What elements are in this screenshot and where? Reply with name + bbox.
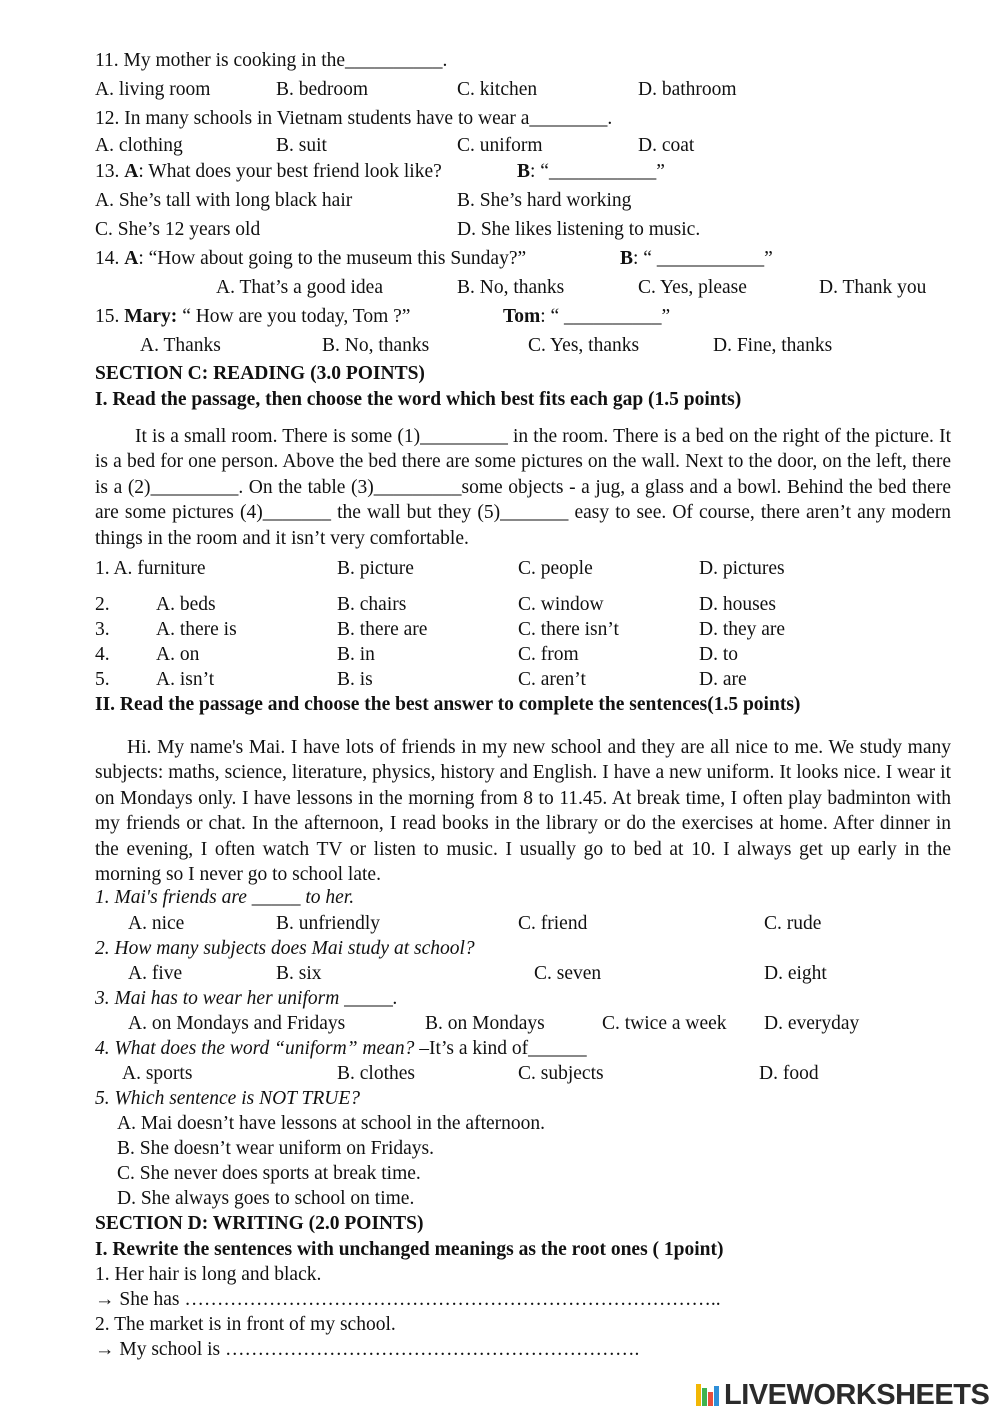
question-number: 14.: [95, 248, 120, 269]
option: B. picture: [337, 558, 414, 579]
option: C. friend: [518, 913, 588, 934]
option: B. suit: [276, 135, 327, 156]
option: B. chairs: [337, 594, 407, 615]
question-number: 12.: [95, 108, 120, 129]
reading-part1-heading: I. Read the passage, then choose the word which best fits each gap (1.5 points): [95, 389, 742, 410]
option: A. nice: [128, 913, 185, 934]
gap-4: _______: [262, 502, 331, 524]
option: C. there isn’t: [518, 619, 619, 640]
comprehension-question-3: 3. Mai has to wear her uniform _____.: [95, 988, 398, 1009]
question-stem: “ How are you today, Tom ?”: [177, 306, 411, 327]
liveworksheets-logo-icon: [696, 1384, 722, 1406]
rewrite-sentence: 1. Her hair is long and black.: [95, 1264, 322, 1285]
option: C. She never does sports at break time.: [117, 1163, 421, 1184]
brand-name: LIVEWORKSHEETS: [724, 1378, 990, 1411]
speaker-label: Mary:: [124, 306, 178, 327]
question-number: 11.: [95, 50, 119, 71]
option: B. on Mondays: [425, 1013, 545, 1034]
option: B. No, thanks: [322, 335, 430, 356]
question-15-reply: [503, 305, 670, 329]
option: B. clothes: [337, 1063, 415, 1084]
option: A. sports: [122, 1063, 193, 1084]
option: D. are: [699, 669, 747, 690]
question-stem: : “How about going to the museum this Sunday?”: [138, 248, 527, 269]
liveworksheets-logo: [696, 1380, 989, 1410]
question-13-reply: [517, 160, 665, 184]
option: B. is: [337, 669, 373, 690]
question-number: 13.: [95, 161, 120, 182]
gap-1: _________: [420, 426, 508, 447]
option: D. coat: [638, 135, 695, 156]
option: B. She’s hard working: [457, 190, 632, 211]
question-stem: My mother is cooking in the__________.: [123, 50, 448, 71]
question-13: [95, 160, 442, 184]
option: A. on: [156, 644, 200, 665]
option: D. eight: [764, 963, 827, 984]
option: A. furniture: [113, 558, 206, 579]
speaker-label: Tom: [503, 306, 541, 327]
option: C. subjects: [518, 1063, 604, 1084]
option: B. in: [337, 644, 375, 665]
option: D. She always goes to school on time.: [117, 1188, 415, 1209]
option: B. there are: [337, 619, 428, 640]
comprehension-question-5: 5. Which sentence is NOT TRUE?: [95, 1088, 361, 1109]
reading-passage-2: Hi. My name's Mai. I have lots of friends in my new school and they are all nice to me. We study many subjects: maths, science, literature, physics, history and English. I have a new uniform. It looks nice. I wear it on Mondays only. I have lessons in the morning from 8 to 11.45. At break time, I often play badminton with my friends or chat. In the afternoon, I read books in the library or do the exercises at home. After dinner in the evening, I often watch TV or listen to music. I usually go to bed at 10. I always get up early in the morning so I never go to school late.: [95, 737, 951, 886]
option: D. they are: [699, 619, 786, 640]
option: C. seven: [534, 963, 602, 984]
speaker-label: B: [620, 248, 634, 269]
option: A. beds: [156, 594, 216, 615]
question-14: [95, 247, 526, 271]
option: A. isn’t: [156, 669, 215, 690]
option: D. Fine, thanks: [713, 335, 833, 356]
speaker-label: B: [517, 161, 531, 182]
rewrite-sentence: 2. The market is in front of my school.: [95, 1314, 396, 1335]
question-number: 15.: [95, 306, 120, 327]
option: D. Thank you: [819, 277, 927, 298]
section-d-heading: SECTION D: WRITING (2.0 POINTS): [95, 1213, 424, 1234]
option: C. She’s 12 years old: [95, 219, 261, 240]
reply-blank: : “ __________”: [540, 306, 671, 327]
rewrite-answer-line[interactable]: → My school is ……………………………………………………….: [95, 1339, 640, 1360]
question-stem: : What does your best friend look like?: [138, 161, 442, 182]
option: D. bathroom: [638, 79, 737, 100]
option: D. pictures: [699, 558, 785, 579]
option: B. No, thanks: [457, 277, 565, 298]
option: D. food: [759, 1063, 819, 1084]
option: A. there is: [156, 619, 237, 640]
speaker-label: A: [124, 248, 139, 269]
option: C. kitchen: [457, 79, 538, 100]
option: B. She doesn’t wear uniform on Fridays.: [117, 1138, 435, 1159]
option: A. clothing: [95, 135, 183, 156]
option: B. bedroom: [276, 79, 369, 100]
writing-part1-heading: I. Rewrite the sentences with unchanged meanings as the root ones ( 1point): [95, 1239, 724, 1260]
option: A. She’s tall with long black hair: [95, 190, 353, 211]
gap-question-number: 3.: [95, 619, 110, 640]
reading-passage-1: It is a small room. There is some (1)_________ in the room. There is a bed on the right of the picture. It is a bed for one person. Above the bed there are some pictures on the wall. Next to the door, on the left, there is a (2)_________. On the table (3)_________some objects - a jug, a glass and a bowl. Behind the bed there are some pictures (4)_______ the wall but they (5)_______ easy to see. Of course, there aren’t any modern things in the room and it isn’t very comfortable.: [95, 426, 951, 549]
option: A. on Mondays and Fridays: [128, 1013, 346, 1034]
question-12: [95, 107, 612, 131]
reply-blank: : “ ___________”: [633, 248, 773, 269]
question-15: [95, 305, 410, 329]
option: A. living room: [95, 79, 211, 100]
option: C. twice a week: [602, 1013, 727, 1034]
section-c-heading: SECTION C: READING (3.0 POINTS): [95, 363, 425, 384]
option: A. Mai doesn’t have lessons at school in the afternoon.: [117, 1113, 546, 1134]
option: C. Yes, please: [638, 277, 747, 298]
question-11: [95, 49, 447, 73]
option: A. That’s a good idea: [216, 277, 383, 298]
gap-question-number: 2.: [95, 594, 110, 615]
gap-question-number: 4.: [95, 644, 110, 665]
option: A. Thanks: [140, 335, 221, 356]
question-14-reply: [620, 247, 773, 271]
option: C. from: [518, 644, 579, 665]
reply-blank: : “___________”: [530, 161, 665, 182]
option: B. unfriendly: [276, 913, 380, 934]
gap-3: _________: [373, 476, 462, 498]
option: C. window: [518, 594, 604, 615]
gap-5: _______: [500, 502, 569, 524]
option: D. She likes listening to music.: [457, 219, 701, 240]
option: C. people: [518, 558, 593, 579]
speaker-label: A: [124, 161, 139, 182]
gap-question-1: 1. A. furniture: [95, 558, 206, 579]
gap-2: _________: [150, 476, 239, 498]
reading-part2-heading: II. Read the passage and choose the best answer to complete the sentences(1.5 points): [95, 694, 801, 715]
option: B. six: [276, 963, 322, 984]
option: C. uniform: [457, 135, 543, 156]
question-stem: In many schools in Vietnam students have to wear a________.: [124, 108, 613, 129]
comprehension-question-4: 4. What does the word “uniform” mean? –It’s a kind of______: [95, 1038, 587, 1059]
comprehension-question-1: 1. Mai's friends are _____ to her.: [95, 887, 355, 908]
option: A. five: [128, 963, 183, 984]
rewrite-answer-line[interactable]: → She has ………………………………………………………………………..: [95, 1289, 721, 1310]
option: C. rude: [764, 913, 822, 934]
option: C. Yes, thanks: [528, 335, 640, 356]
option: D. everyday: [764, 1013, 860, 1034]
option: D. houses: [699, 594, 776, 615]
comprehension-question-2: 2. How many subjects does Mai study at school?: [95, 938, 475, 959]
gap-question-number: 5.: [95, 669, 110, 690]
option: D. to: [699, 644, 738, 665]
option: C. aren’t: [518, 669, 586, 690]
